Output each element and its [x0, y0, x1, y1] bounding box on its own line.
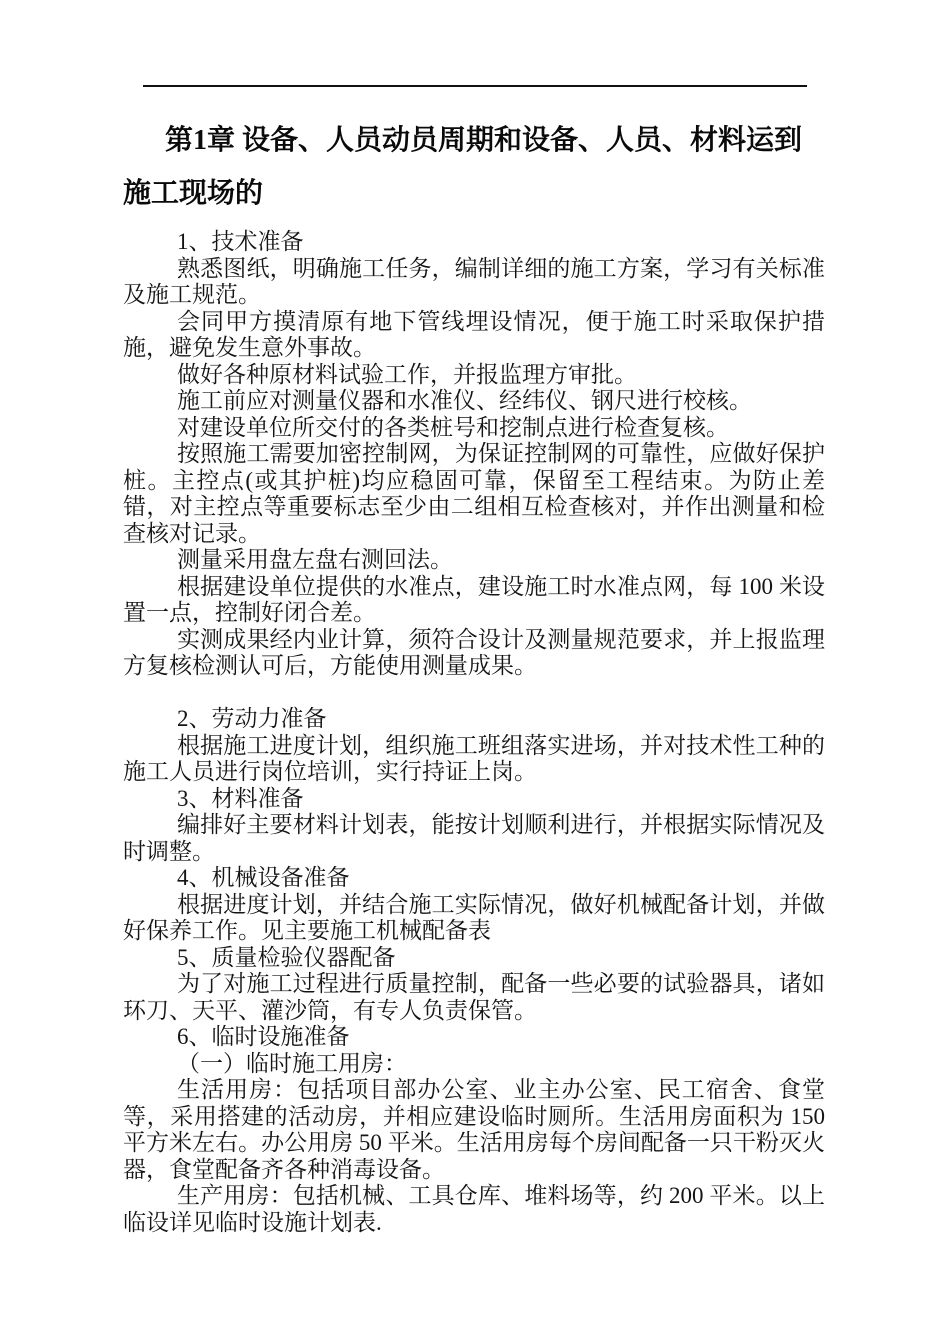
- paragraph: 做好各种原材料试验工作，并报监理方审批。: [177, 361, 637, 387]
- paragraph: 3、材料准备: [177, 785, 304, 811]
- paragraph: 编排好主要材料计划表，能按计划顺利进行，并根据实际情况及时调整。: [123, 812, 825, 864]
- paragraph: 实测成果经内业计算，须符合设计及测量规范要求，并上报监理方复核检测认可后，方能使用测量成果。: [123, 626, 825, 678]
- document-body: [123, 229, 825, 1236]
- paragraph: 测量采用盘左盘右测回法。: [177, 547, 453, 572]
- page-content: [123, 114, 825, 1236]
- paragraph: 熟悉图纸，明确施工任务，编制详细的施工方案，学习有关标准及施工规范。: [123, 255, 825, 307]
- paragraph: 4、机械设备准备: [177, 865, 350, 890]
- paragraph: 5、质量检验仪器配备: [177, 944, 396, 970]
- paragraph: 对建设单位所交付的各类桩号和挖制点进行检查复核。: [177, 414, 729, 440]
- paragraph: 会同甲方摸清原有地下管线埋设情况，便于施工时采取保护措施，避免发生意外事故。: [123, 308, 825, 360]
- paragraph: （一）临时施工用房：: [177, 1050, 407, 1076]
- blank-line: [123, 680, 825, 707]
- paragraph: 按照施工需要加密控制网，为保证控制网的可靠性，应做好保护桩。主控点(或其护桩)均应稳固可靠，保留至工程结束。为防止差错，对主控点等重要标志至少由二组相互检查核对，并作出测量和检查核对记录。: [123, 441, 825, 546]
- paragraph: 1、技术准备: [177, 229, 304, 254]
- paragraph: 生产用房：包括机械、工具仓库、堆料场等，约 200 平米。以上临设详见临时设施计划表.: [123, 1183, 825, 1235]
- paragraph: 生活用房：包括项目部办公室、业主办公室、民工宿舍、食堂等，采用搭建的活动房，并相应建设临时厕所。生活用房面积为 150 平方米左右。办公用房 50 平米。生活用房每个房间配备一只干粉灭火器，食堂配备齐各种消毒设备。: [123, 1077, 825, 1182]
- paragraph: 施工前应对测量仪器和水准仪、经纬仪、钢尺进行校核。: [177, 388, 752, 413]
- paragraph: 6、临时设施准备: [177, 1024, 350, 1049]
- paragraph: 为了对施工过程进行质量控制，配备一些必要的试验器具，诸如环刀、天平、灌沙筒，有专人负责保管。: [123, 971, 825, 1023]
- header-divider: [143, 85, 807, 87]
- paragraph: 根据建设单位提供的水准点，建设施工时水准点网，每 100 米设置一点，控制好闭合差。: [123, 573, 825, 625]
- chapter-title: 第1章 设备、人员动员周期和设备、人员、材料运到施工现场的: [123, 125, 803, 209]
- paragraph: 2、劳动力准备: [177, 706, 327, 731]
- paragraph: 根据进度计划，并结合施工实际情况，做好机械配备计划，并做好保养工作。见主要施工机械配备表: [123, 891, 825, 943]
- paragraph: 根据施工进度计划，组织施工班组落实进场，并对技术性工种的施工人员进行岗位培训，实行持证上岗。: [123, 732, 825, 784]
